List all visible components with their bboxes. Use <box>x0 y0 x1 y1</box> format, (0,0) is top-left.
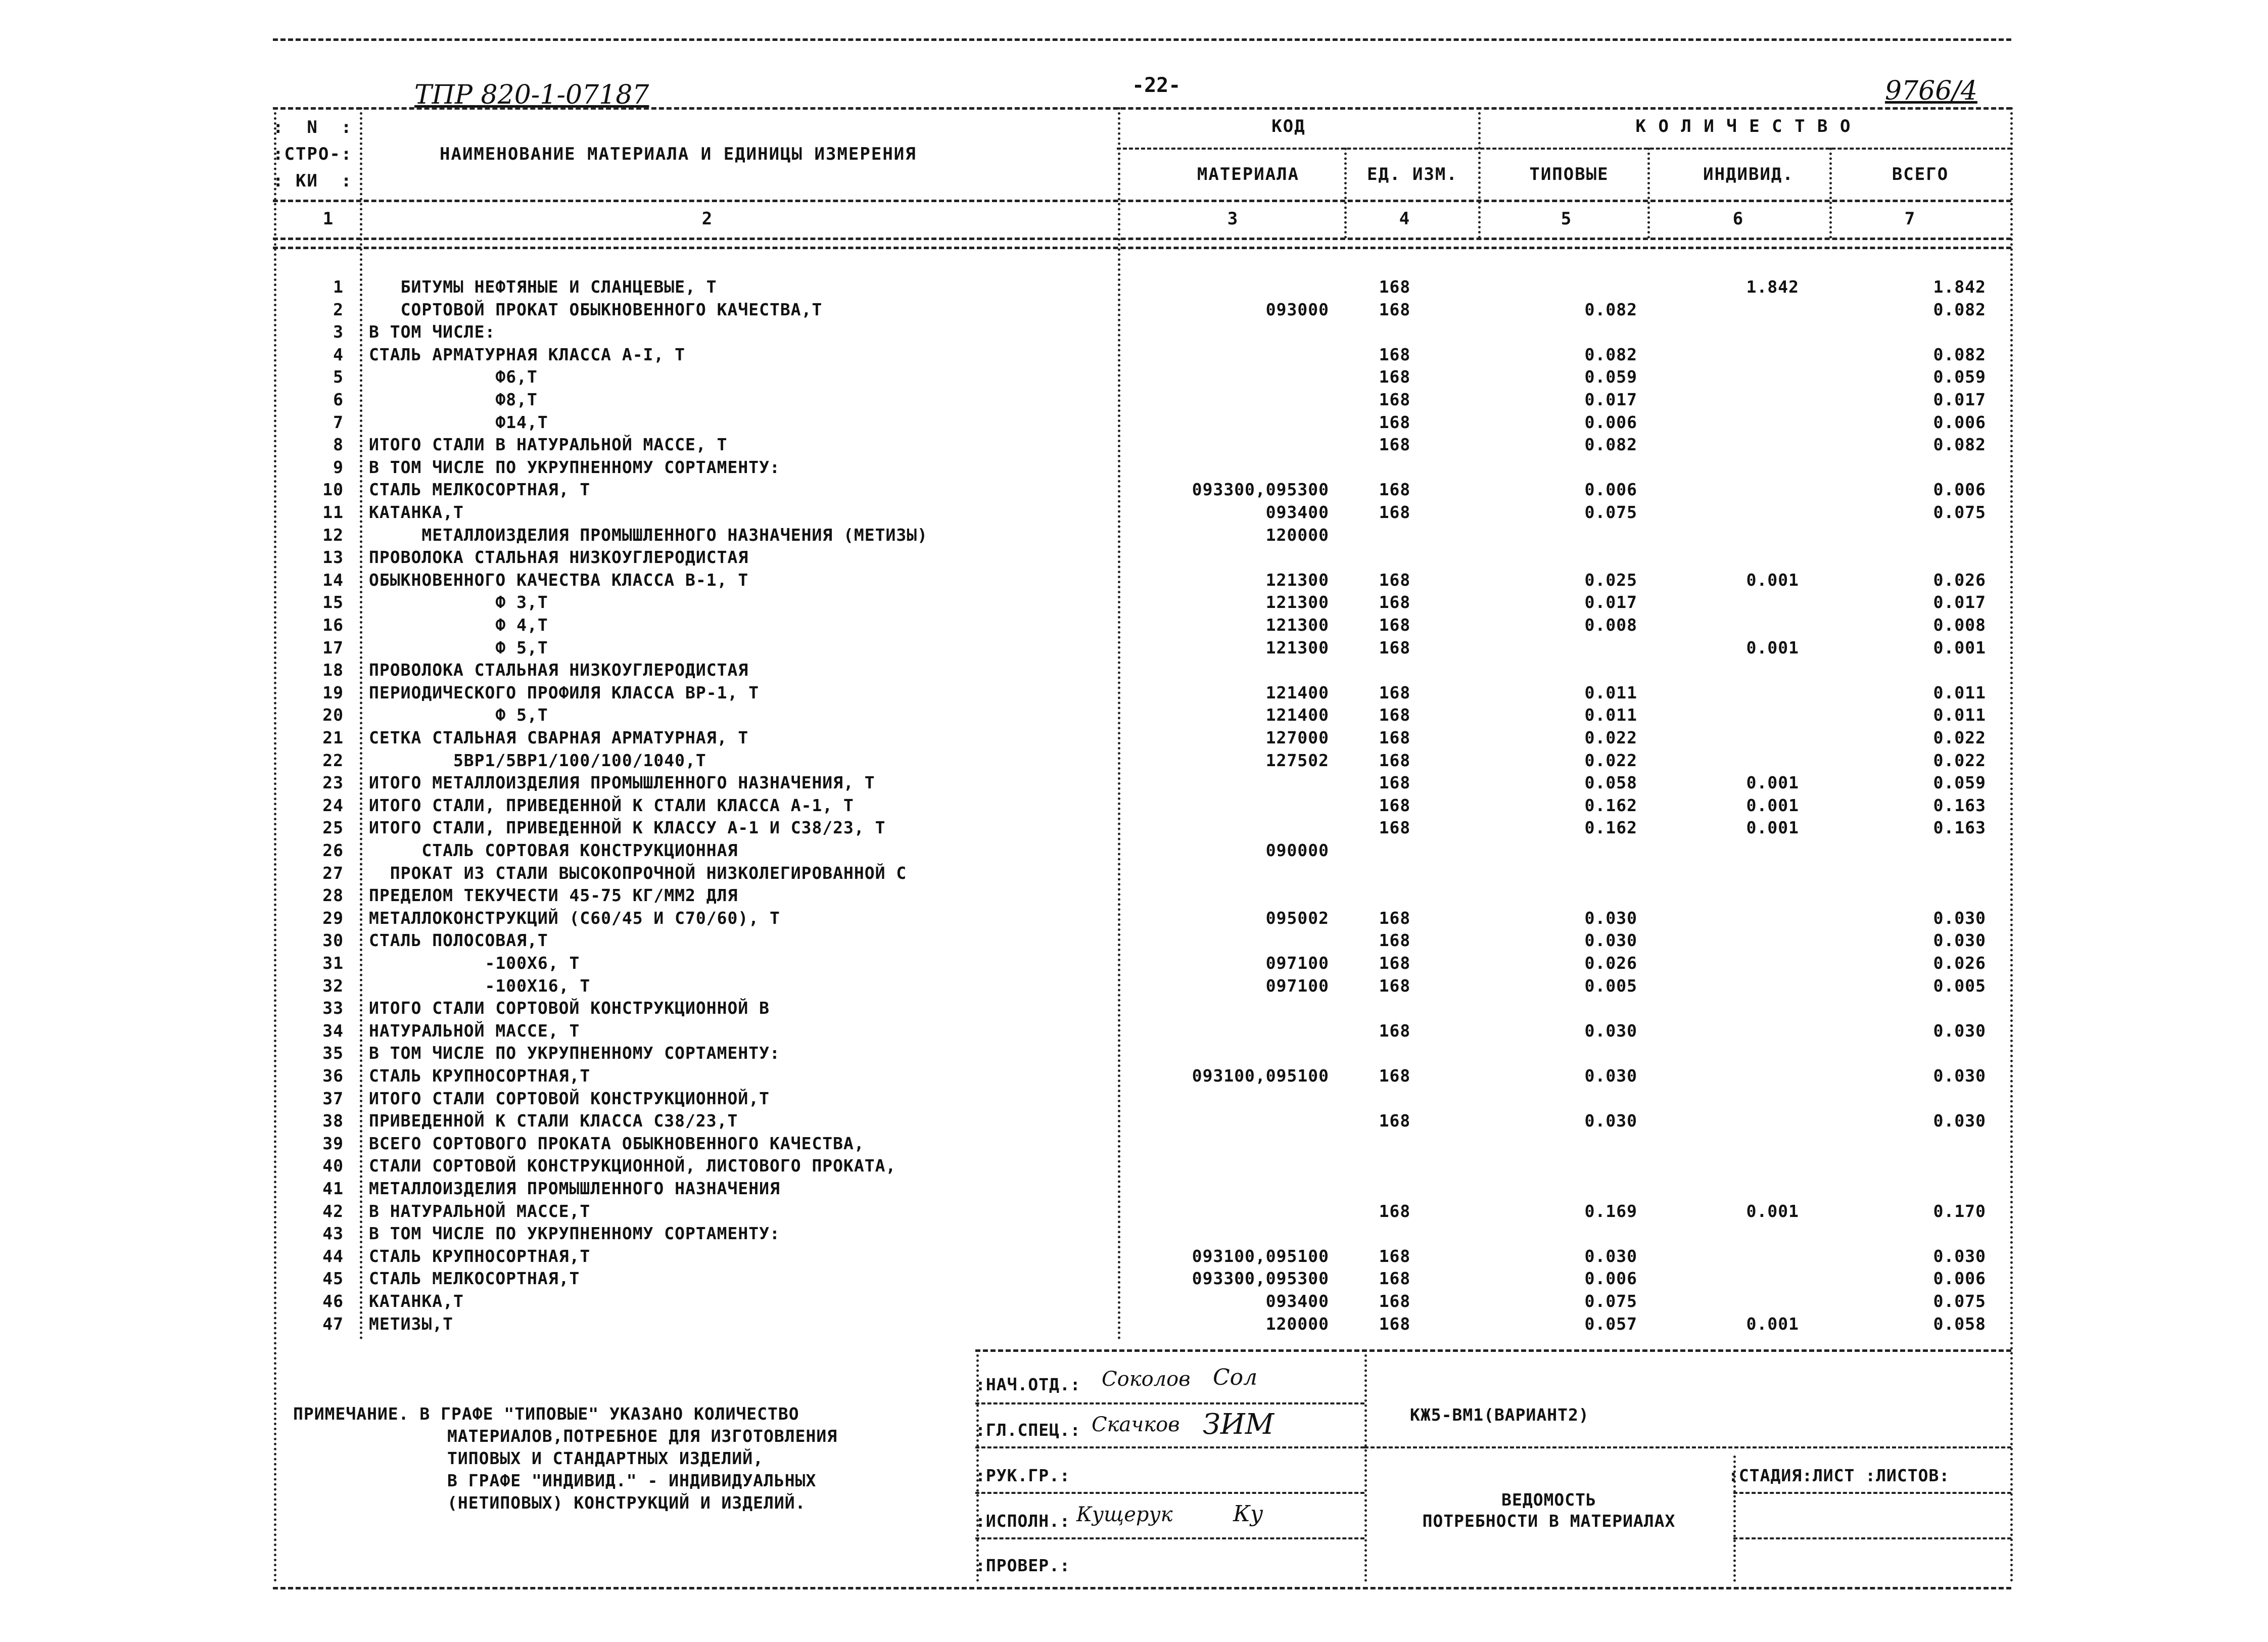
ispoln-label: :ИСПОЛН.: <box>975 1511 1070 1531</box>
row-typical: 0.057 <box>1584 1314 1637 1334</box>
row-number: 33 <box>322 998 344 1018</box>
row-name: Ф 5,Т <box>369 638 548 658</box>
row-number: 45 <box>322 1269 344 1288</box>
row-typical: 0.025 <box>1584 570 1637 590</box>
row-material-code: 093300,095300 <box>1192 480 1329 499</box>
col-total-header: ВСЕГО <box>1892 164 1949 184</box>
row-unit: 168 <box>1379 818 1411 837</box>
row-name: В НАТУРАЛЬНОЙ МАССЕ,Т <box>369 1201 591 1221</box>
row-number: 10 <box>322 480 344 499</box>
row-total: 0.059 <box>1933 773 1986 792</box>
row-total: 0.017 <box>1933 592 1986 612</box>
number-column-separator <box>360 107 362 1340</box>
row-total: 0.011 <box>1933 705 1986 725</box>
row-unit: 168 <box>1379 1291 1411 1311</box>
row-number: 20 <box>322 705 344 725</box>
row-total: 0.075 <box>1933 502 1986 522</box>
row-unit: 168 <box>1379 480 1411 499</box>
row-individual: 0.001 <box>1746 818 1799 837</box>
row-typical: 0.022 <box>1584 750 1637 770</box>
row-number: 14 <box>322 570 344 590</box>
row-typical: 0.082 <box>1584 345 1637 364</box>
row-typical: 0.008 <box>1584 615 1637 635</box>
row-individual: 0.001 <box>1746 570 1799 590</box>
row-name: -100Х6, Т <box>369 953 580 973</box>
stamp-top-line <box>975 1349 2011 1352</box>
row-name: МЕТАЛЛОИЗДЕЛИЯ ПРОМЫШЛЕННОГО НАЗНАЧЕНИЯ (МЕТИЗЫ) <box>369 525 928 545</box>
row-individual: 0.001 <box>1746 1201 1799 1221</box>
row-total: 0.082 <box>1933 435 1986 454</box>
row-material-code: 095002 <box>1265 908 1329 928</box>
row-material-code: 097100 <box>1265 953 1329 973</box>
row-unit: 168 <box>1379 795 1411 815</box>
row-individual: 0.001 <box>1746 773 1799 792</box>
row-number: 1 <box>333 277 344 297</box>
group-quantity-header: К О Л И Ч Е С Т В О <box>1635 116 1852 136</box>
row-number: 29 <box>322 908 344 928</box>
row-number: 35 <box>322 1043 344 1063</box>
code-unit-separator <box>1344 148 1347 239</box>
row-name: ИТОГО СТАЛИ В НАТУРАЛЬНОЙ МАССЕ, Т <box>369 435 728 454</box>
left-border <box>274 107 276 1583</box>
row-name: ВСЕГО СОРТОВОГО ПРОКАТА ОБЫКНОВЕННОГО КАЧЕСТВА, <box>369 1134 865 1153</box>
row-number: 44 <box>322 1246 344 1266</box>
row-material-code: 121300 <box>1265 615 1329 635</box>
row-total: 0.005 <box>1933 976 1986 996</box>
nach-otd-label: :НАЧ.ОТД.: <box>975 1375 1081 1394</box>
row-unit: 168 <box>1379 908 1411 928</box>
row-total: 0.008 <box>1933 615 1986 635</box>
row-unit: 168 <box>1379 615 1411 635</box>
col-num-6: 6 <box>1732 209 1744 229</box>
row-name: СТАЛЬ МЕЛКОСОРТНАЯ, Т <box>369 480 591 499</box>
row-material-code: 127000 <box>1265 728 1329 747</box>
row-number: 19 <box>322 683 344 702</box>
row-total: 0.030 <box>1933 908 1986 928</box>
col-num-1: 1 <box>322 209 335 229</box>
row-number: 41 <box>322 1179 344 1198</box>
col-individual-header: ИНДИВИД. <box>1703 164 1794 184</box>
gl-spec-label: :ГЛ.СПЕЦ.: <box>975 1420 1081 1440</box>
row-total: 0.163 <box>1933 795 1986 815</box>
row-number: 32 <box>322 976 344 996</box>
row-typical: 0.030 <box>1584 1021 1637 1041</box>
row-name: СТАЛЬ МЕЛКОСОРТНАЯ,Т <box>369 1269 580 1288</box>
row-number: 22 <box>322 750 344 770</box>
row-number: 18 <box>322 660 344 680</box>
col-number-header-1: : N : <box>273 117 353 137</box>
row-name: СТАЛЬ КРУПНОСОРТНАЯ,Т <box>369 1246 591 1266</box>
stamp-line-1 <box>975 1402 1364 1404</box>
row-typical: 0.006 <box>1584 1269 1637 1288</box>
row-number: 27 <box>322 863 344 883</box>
row-unit: 168 <box>1379 277 1411 297</box>
row-name: Ф14,Т <box>369 412 548 432</box>
row-typical: 0.030 <box>1584 1066 1637 1086</box>
row-typical: 0.075 <box>1584 502 1637 522</box>
row-number: 21 <box>322 728 344 747</box>
col-num-2: 2 <box>701 209 714 229</box>
row-unit: 168 <box>1379 592 1411 612</box>
row-name: ИТОГО СТАЛИ СОРТОВОЙ КОНСТРУКЦИОННОЙ,Т <box>369 1089 770 1108</box>
stamp-names-separator <box>1364 1349 1367 1582</box>
row-material-code: 093400 <box>1265 1291 1329 1311</box>
row-unit: 168 <box>1379 1021 1411 1041</box>
row-total: 0.163 <box>1933 818 1986 837</box>
row-typical: 0.022 <box>1584 728 1637 747</box>
row-unit: 168 <box>1379 953 1411 973</box>
row-material-code: 121400 <box>1265 683 1329 702</box>
unit-typical-separator <box>1478 107 1481 239</box>
col-typical-header: ТИПОВЫЕ <box>1529 164 1609 184</box>
row-material-code: 127502 <box>1265 750 1329 770</box>
stamp-line-3 <box>975 1492 1364 1494</box>
row-typical: 0.006 <box>1584 480 1637 499</box>
row-number: 30 <box>322 930 344 950</box>
row-unit: 168 <box>1379 705 1411 725</box>
row-number: 17 <box>322 638 344 658</box>
individual-total-separator <box>1829 148 1832 239</box>
row-name: ПРЕДЕЛОМ ТЕКУЧЕСТИ 45-75 КГ/ММ2 ДЛЯ <box>369 885 738 905</box>
row-typical: 0.169 <box>1584 1201 1637 1221</box>
row-typical: 0.017 <box>1584 390 1637 409</box>
row-material-code: 090000 <box>1265 840 1329 860</box>
row-number: 42 <box>322 1201 344 1221</box>
row-number: 24 <box>322 795 344 815</box>
row-name: Ф 3,Т <box>369 592 548 612</box>
row-typical: 0.082 <box>1584 435 1637 454</box>
right-border <box>2010 107 2013 1583</box>
col-material-header: МАТЕРИАЛА <box>1197 164 1300 184</box>
row-total: 0.026 <box>1933 953 1986 973</box>
row-unit: 168 <box>1379 367 1411 387</box>
row-total: 0.082 <box>1933 300 1986 319</box>
row-name: БИТУМЫ НЕФТЯНЫЕ И СЛАНЦЕВЫЕ, Т <box>369 277 717 297</box>
typical-individual-separator <box>1647 148 1650 239</box>
note-line-2: МАТЕРИАЛОВ,ПОТРЕБНОЕ ДЛЯ ИЗГОТОВЛЕНИЯ <box>447 1426 838 1446</box>
row-unit: 168 <box>1379 728 1411 747</box>
row-number: 8 <box>333 435 344 454</box>
prover-label: :ПРОВЕР.: <box>975 1556 1070 1575</box>
row-name: В ТОМ ЧИСЛЕ ПО УКРУПНЕННОМУ СОРТАМЕНТУ: <box>369 457 780 477</box>
header-top-line <box>273 107 2011 110</box>
col-num-4: 4 <box>1399 209 1411 229</box>
row-total: 0.022 <box>1933 750 1986 770</box>
col-num-3: 3 <box>1227 209 1239 229</box>
row-name: ПРОВОЛОКА СТАЛЬНАЯ НИЗКОУГЛЕРОДИСТАЯ <box>369 660 749 680</box>
row-number: 2 <box>333 300 344 319</box>
col-name-header: НАИМЕНОВАНИЕ МАТЕРИАЛА И ЕДИНИЦЫ ИЗМЕРЕНИЯ <box>440 144 917 164</box>
row-number: 23 <box>322 773 344 792</box>
row-typical: 0.011 <box>1584 683 1637 702</box>
row-name: -100Х16, Т <box>369 976 591 996</box>
row-name: Ф 4,Т <box>369 615 548 635</box>
col-num-5: 5 <box>1561 209 1573 229</box>
stamp-title-line <box>1364 1446 2011 1448</box>
row-unit: 168 <box>1379 1201 1411 1221</box>
ispoln-name: Кущерук <box>1076 1503 1173 1526</box>
header-bottom-line <box>273 200 2011 202</box>
stamp-line-2 <box>975 1446 1364 1448</box>
row-typical: 0.162 <box>1584 795 1637 815</box>
row-unit: 168 <box>1379 1111 1411 1131</box>
row-total: 0.075 <box>1933 1291 1986 1311</box>
drawing-code: КЖ5-ВМ1(ВАРИАНТ2) <box>1410 1405 1589 1425</box>
row-total: 0.030 <box>1933 1246 1986 1266</box>
row-name: ОБЫКНОВЕННОГО КАЧЕСТВА КЛАССА В-1, Т <box>369 570 749 590</box>
row-total: 0.011 <box>1933 683 1986 702</box>
row-name: ИТОГО СТАЛИ, ПРИВЕДЕННОЙ К СТАЛИ КЛАССА А-1, Т <box>369 795 854 815</box>
gl-spec-signature: ЗИМ <box>1203 1408 1274 1441</box>
row-name: Ф6,Т <box>369 367 538 387</box>
row-number: 31 <box>322 953 344 973</box>
row-material-code: 121300 <box>1265 592 1329 612</box>
row-unit: 168 <box>1379 750 1411 770</box>
row-number: 46 <box>322 1291 344 1311</box>
row-typical: 0.006 <box>1584 412 1637 432</box>
row-number: 34 <box>322 1021 344 1041</box>
col-unit-header: ЕД. ИЗМ. <box>1367 164 1458 184</box>
row-number: 5 <box>333 367 344 387</box>
row-unit: 168 <box>1379 683 1411 702</box>
row-individual: 0.001 <box>1746 1314 1799 1334</box>
bottom-border <box>273 1587 2011 1589</box>
row-unit: 168 <box>1379 976 1411 996</box>
row-typical: 0.030 <box>1584 1246 1637 1266</box>
top-border <box>273 38 2011 41</box>
row-material-code: 093300,095300 <box>1192 1269 1329 1288</box>
row-typical: 0.082 <box>1584 300 1637 319</box>
nach-otd-name: Соколов <box>1102 1368 1191 1391</box>
row-material-code: 120000 <box>1265 525 1329 545</box>
row-total: 0.026 <box>1933 570 1986 590</box>
document-title-1: ВЕДОМОСТЬ <box>1501 1490 1596 1510</box>
row-total: 0.006 <box>1933 480 1986 499</box>
row-typical: 0.058 <box>1584 773 1637 792</box>
row-material-code: 121300 <box>1265 570 1329 590</box>
row-unit: 168 <box>1379 1269 1411 1288</box>
row-typical: 0.030 <box>1584 1111 1637 1131</box>
row-typical: 0.075 <box>1584 1291 1637 1311</box>
row-unit: 168 <box>1379 390 1411 409</box>
col-num-7: 7 <box>1904 209 1916 229</box>
row-number: 40 <box>322 1156 344 1176</box>
row-unit: 168 <box>1379 435 1411 454</box>
row-name: Ф8,Т <box>369 390 538 409</box>
row-typical: 0.030 <box>1584 908 1637 928</box>
group-code-header: КОД <box>1271 116 1306 136</box>
col-number-header-2: :СТРО-: <box>273 144 353 164</box>
row-name: НАТУРАЛЬНОЙ МАССЕ, Т <box>369 1021 580 1041</box>
row-number: 15 <box>322 592 344 612</box>
nach-otd-signature: Сол <box>1213 1365 1258 1390</box>
row-number: 25 <box>322 818 344 837</box>
row-typical: 0.011 <box>1584 705 1637 725</box>
row-number: 26 <box>322 840 344 860</box>
row-unit: 168 <box>1379 345 1411 364</box>
row-name: Ф 5,Т <box>369 705 548 725</box>
row-unit: 168 <box>1379 570 1411 590</box>
row-individual: 1.842 <box>1746 277 1799 297</box>
row-name: СОРТОВОЙ ПРОКАТ ОБЫКНОВЕННОГО КАЧЕСТВА,Т <box>369 300 823 319</box>
row-total: 0.006 <box>1933 412 1986 432</box>
row-number: 9 <box>333 457 344 477</box>
row-unit: 168 <box>1379 1314 1411 1334</box>
stamp-line-4 <box>975 1537 1364 1539</box>
note-line-1: ПРИМЕЧАНИЕ. В ГРАФЕ "ТИПОВЫЕ" УКАЗАНО КОЛИЧЕСТВО <box>293 1404 799 1424</box>
row-total: 0.059 <box>1933 367 1986 387</box>
row-typical: 0.005 <box>1584 976 1637 996</box>
gl-spec-name: Скачков <box>1092 1413 1180 1436</box>
row-number: 11 <box>322 502 344 522</box>
row-name: КАТАНКА,Т <box>369 1291 464 1311</box>
row-total: 0.030 <box>1933 1021 1986 1041</box>
row-total: 0.082 <box>1933 345 1986 364</box>
row-name: МЕТАЛЛОИЗДЕЛИЯ ПРОМЫШЛЕННОГО НАЗНАЧЕНИЯ <box>369 1179 780 1198</box>
table-top-line <box>273 247 2011 249</box>
stage-line <box>1733 1492 2011 1494</box>
note-line-5: (НЕТИПОВЫХ) КОНСТРУКЦИЙ И ИЗДЕЛИЙ. <box>447 1493 806 1513</box>
row-name: МЕТИЗЫ,Т <box>369 1314 453 1334</box>
row-total: 0.001 <box>1933 638 1986 658</box>
row-number: 47 <box>322 1314 344 1334</box>
row-total: 0.022 <box>1933 728 1986 747</box>
row-number: 39 <box>322 1134 344 1153</box>
row-name: ИТОГО СТАЛИ СОРТОВОЙ КОНСТРУКЦИОННОЙ В <box>369 998 770 1018</box>
row-material-code: 093400 <box>1265 502 1329 522</box>
row-number: 7 <box>333 412 344 432</box>
row-number: 16 <box>322 615 344 635</box>
row-total: 1.842 <box>1933 277 1986 297</box>
row-number: 12 <box>322 525 344 545</box>
row-name: СТАЛИ СОРТОВОЙ КОНСТРУКЦИОННОЙ, ЛИСТОВОГО ПРОКАТА, <box>369 1156 896 1176</box>
row-unit: 168 <box>1379 1246 1411 1266</box>
row-number: 28 <box>322 885 344 905</box>
row-individual: 0.001 <box>1746 638 1799 658</box>
column-numbers-bottom-line <box>273 238 2011 240</box>
row-name: В ТОМ ЧИСЛЕ: <box>369 322 496 342</box>
col-number-header-3: : КИ : <box>273 171 353 191</box>
row-individual: 0.001 <box>1746 795 1799 815</box>
row-material-code: 093100,095100 <box>1192 1246 1329 1266</box>
name-column-separator <box>1118 107 1120 1340</box>
row-name: МЕТАЛЛОКОНСТРУКЦИЙ (С60/45 И С70/60), Т <box>369 908 780 928</box>
row-material-code: 121400 <box>1265 705 1329 725</box>
row-name: В ТОМ ЧИСЛЕ ПО УКРУПНЕННОМУ СОРТАМЕНТУ: <box>369 1043 780 1063</box>
row-total: 0.058 <box>1933 1314 1986 1334</box>
row-name: ИТОГО МЕТАЛЛОИЗДЕЛИЯ ПРОМЫШЛЕННОГО НАЗНАЧЕНИЯ, Т <box>369 773 875 792</box>
row-material-code: 093000 <box>1265 300 1329 319</box>
doc-code: ТПР 820-1-07187 <box>414 80 649 110</box>
row-number: 43 <box>322 1224 344 1243</box>
row-number: 13 <box>322 547 344 567</box>
row-name: ПЕРИОДИЧЕСКОГО ПРОФИЛЯ КЛАССА ВР-1, Т <box>369 683 760 702</box>
row-unit: 168 <box>1379 773 1411 792</box>
row-unit: 168 <box>1379 412 1411 432</box>
row-name: СТАЛЬ КРУПНОСОРТНАЯ,Т <box>369 1066 591 1086</box>
row-typical: 0.162 <box>1584 818 1637 837</box>
row-unit: 168 <box>1379 638 1411 658</box>
row-name: СТАЛЬ АРМАТУРНАЯ КЛАССА А-I, Т <box>369 345 686 364</box>
row-number: 38 <box>322 1111 344 1131</box>
ruk-gr-label: :РУК.ГР.: <box>975 1466 1070 1485</box>
row-typical: 0.030 <box>1584 930 1637 950</box>
row-total: 0.030 <box>1933 1066 1986 1086</box>
ispoln-signature: Ку <box>1233 1501 1263 1527</box>
row-total: 0.030 <box>1933 930 1986 950</box>
note-line-3: ТИПОВЫХ И СТАНДАРТНЫХ ИЗДЕЛИЙ, <box>447 1448 764 1468</box>
row-number: 37 <box>322 1089 344 1108</box>
row-number: 4 <box>333 345 344 364</box>
row-typical: 0.059 <box>1584 367 1637 387</box>
row-name: СТАЛЬ ПОЛОСОВАЯ,Т <box>369 930 548 950</box>
row-number: 6 <box>333 390 344 409</box>
row-material-code: 097100 <box>1265 976 1329 996</box>
row-material-code: 121300 <box>1265 638 1329 658</box>
row-material-code: 120000 <box>1265 1314 1329 1334</box>
page-number: -22- <box>1132 74 1181 97</box>
row-name: СТАЛЬ СОРТОВАЯ КОНСТРУКЦИОННАЯ <box>369 840 738 860</box>
row-typical: 0.017 <box>1584 592 1637 612</box>
row-name: ПРИВЕДЕННОЙ К СТАЛИ КЛАССА С38/23,Т <box>369 1111 738 1131</box>
row-total: 0.030 <box>1933 1111 1986 1131</box>
row-unit: 168 <box>1379 1066 1411 1086</box>
row-unit: 168 <box>1379 502 1411 522</box>
row-total: 0.006 <box>1933 1269 1986 1288</box>
sheet-number: 9766/4 <box>1885 76 1977 106</box>
row-total: 0.017 <box>1933 390 1986 409</box>
row-name: ПРОКАТ ИЗ СТАЛИ ВЫСОКОПРОЧНОЙ НИЗКОЛЕГИРОВАННОЙ С <box>369 863 907 883</box>
row-number: 36 <box>322 1066 344 1086</box>
row-total: 0.170 <box>1933 1201 1986 1221</box>
stage-values-line <box>1733 1537 2011 1539</box>
row-name: КАТАНКА,Т <box>369 502 464 522</box>
stage-sheet-header: :СТАДИЯ:ЛИСТ :ЛИСТОВ: <box>1728 1466 1950 1485</box>
note-line-4: В ГРАФЕ "ИНДИВИД." - ИНДИВИДУАЛЬНЫХ <box>447 1471 817 1490</box>
row-unit: 168 <box>1379 930 1411 950</box>
row-material-code: 093100,095100 <box>1192 1066 1329 1086</box>
document-title-2: ПОТРЕБНОСТИ В МАТЕРИАЛАХ <box>1422 1511 1676 1531</box>
row-typical: 0.026 <box>1584 953 1637 973</box>
row-name: СЕТКА СТАЛЬНАЯ СВАРНАЯ АРМАТУРНАЯ, Т <box>369 728 749 747</box>
row-unit: 168 <box>1379 300 1411 319</box>
row-name: В ТОМ ЧИСЛЕ ПО УКРУПНЕННОМУ СОРТАМЕНТУ: <box>369 1224 780 1243</box>
header-mid-line <box>1117 148 2011 150</box>
row-name: ИТОГО СТАЛИ, ПРИВЕДЕННОЙ К КЛАССУ А-1 И С38/23, Т <box>369 818 886 837</box>
row-name: ПРОВОЛОКА СТАЛЬНАЯ НИЗКОУГЛЕРОДИСТАЯ <box>369 547 749 567</box>
row-number: 3 <box>333 322 344 342</box>
row-name: 5ВР1/5ВР1/100/100/1040,Т <box>369 750 706 770</box>
